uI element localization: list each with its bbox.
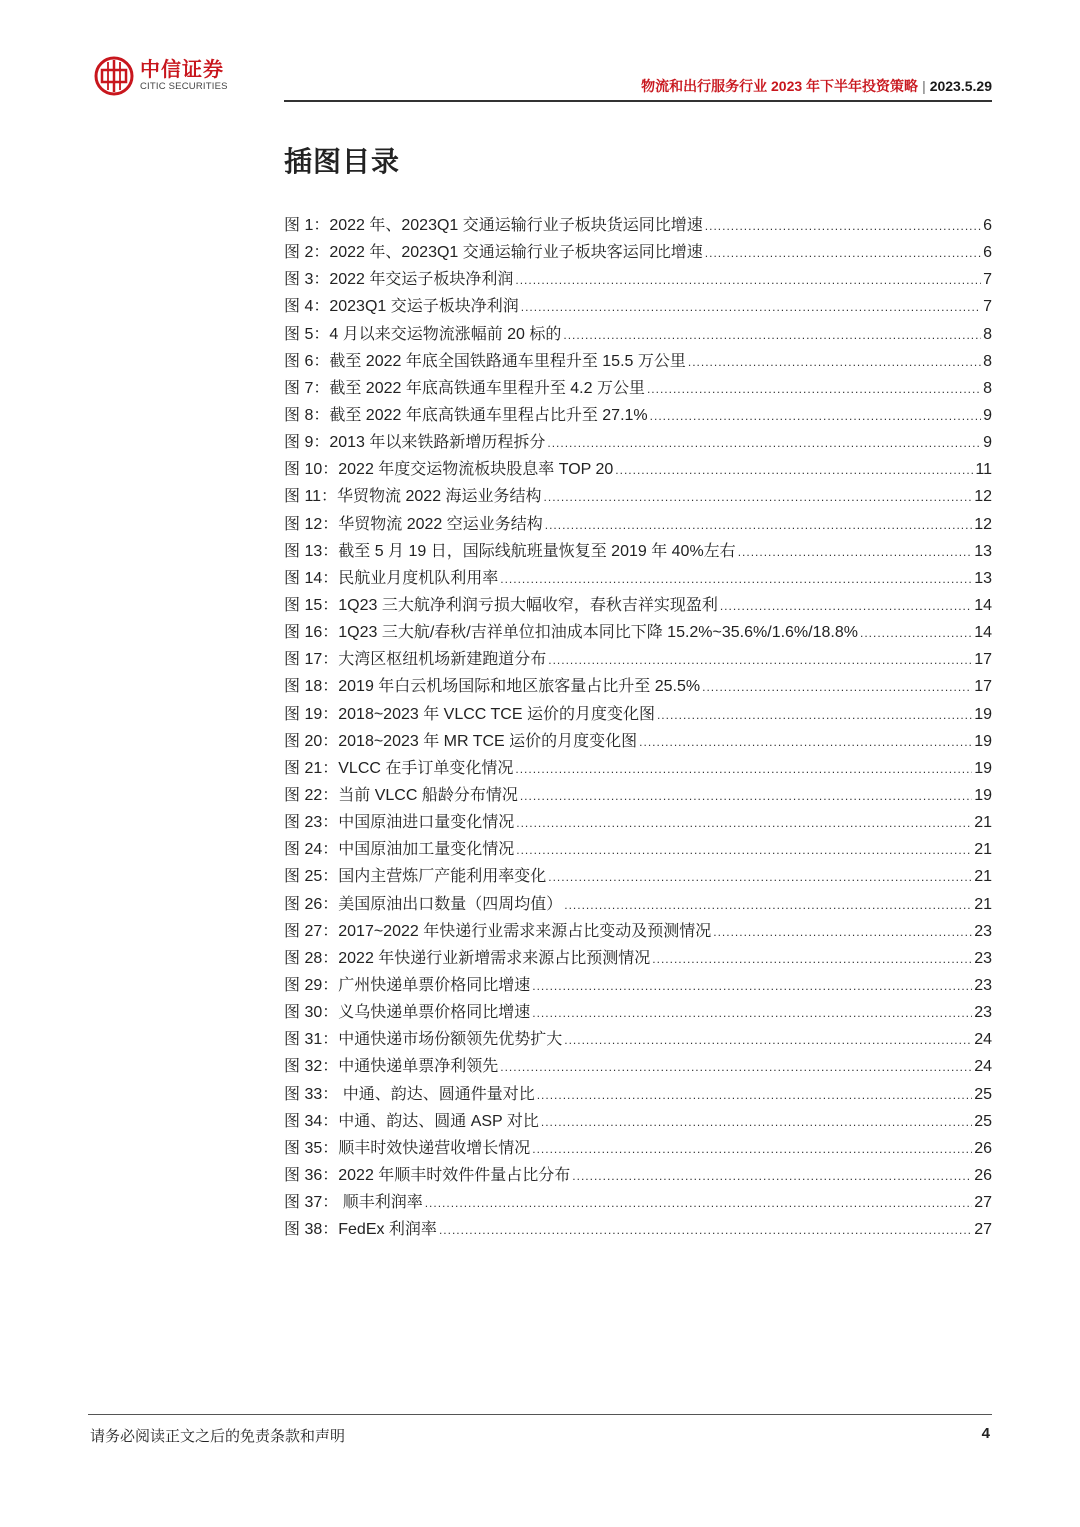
toc-leader-dots — [650, 409, 981, 423]
toc-leader-dots — [564, 898, 972, 912]
toc-entry-label: 图 30：义乌快递单票价格同比增速 — [284, 1004, 531, 1022]
toc-entry-page: 11 — [975, 461, 992, 479]
toc-entry-label: 图 33： 中通、韵达、圆通件量对比 — [284, 1085, 535, 1103]
toc-leader-dots — [563, 328, 981, 342]
toc-leader-dots — [515, 273, 981, 287]
toc-leader-dots — [537, 1088, 973, 1102]
toc-entry-label: 图 27：2017~2022 年快递行业需求来源占比变动及预测情况 — [284, 922, 712, 940]
toc-entry-label: 图 29：广州快递单票价格同比增速 — [284, 976, 531, 994]
toc-leader-dots — [713, 925, 972, 939]
toc-entry-label: 图 31：中通快递市场份额领先优势扩大 — [284, 1031, 563, 1049]
toc-entry[interactable] — [284, 429, 992, 456]
toc-entry-page: 26 — [974, 1139, 992, 1157]
toc-entry-label: 图 28：2022 年快递行业新增需求来源占比预测情况 — [284, 949, 651, 967]
citic-logo — [94, 56, 228, 96]
footer-divider — [88, 1414, 992, 1415]
toc-entry-page: 6 — [983, 217, 992, 234]
toc-entry-page: 19 — [974, 732, 992, 750]
toc-entry-label: 图 16：1Q23 三大航/春秋/吉祥单位扣油成本同比下降 15.2%~35.6%/1.6%/18.8% — [284, 624, 858, 642]
report-title: 物流和出行服务行业 2023 年下半年投资策略 — [641, 78, 919, 94]
toc-entry-label: 图 37： 顺丰利润率 — [284, 1194, 423, 1212]
toc-entry-label: 图 9：2013 年以来铁路新增历程拆分 — [284, 434, 546, 452]
toc-entry[interactable] — [284, 1216, 992, 1243]
toc-entry-label: 图 21：VLCC 在手订单变化情况 — [284, 759, 514, 777]
toc-entry-label: 图 7：截至 2022 年底高铁通车里程升至 4.2 万公里 — [284, 379, 645, 397]
toc-entry[interactable] — [284, 782, 992, 809]
toc-leader-dots — [541, 1115, 972, 1129]
toc-leader-dots — [500, 572, 972, 586]
toc-leader-dots — [738, 545, 973, 559]
toc-entry[interactable] — [284, 1108, 992, 1135]
toc-entry-page: 24 — [974, 1031, 992, 1049]
toc-entry[interactable] — [284, 375, 992, 402]
toc-entry-label: 图 15：1Q23 三大航净利润亏损大幅收窄，春秋吉祥实现盈利 — [284, 596, 718, 614]
toc-entry-page: 9 — [983, 406, 992, 424]
toc-leader-dots — [657, 708, 972, 722]
toc-entry-label: 图 17：大湾区枢纽机场新建跑道分布 — [284, 651, 547, 669]
toc-entry[interactable] — [284, 918, 992, 945]
toc-entry-label: 图 26：美国原油出口数量（四周均值） — [284, 895, 563, 913]
toc-leader-dots — [647, 382, 981, 396]
toc-entry[interactable] — [284, 592, 992, 619]
toc-entry-label: 图 6：截至 2022 年底全国铁路通车里程升至 15.5 万公里 — [284, 352, 686, 370]
toc-entry-label: 图 19：2018~2023 年 VLCC TCE 运价的月度变化图 — [284, 705, 655, 723]
header-divider — [284, 100, 992, 102]
toc-entry-page: 7 — [983, 271, 992, 289]
toc-entry[interactable] — [284, 728, 992, 755]
toc-entry[interactable] — [284, 755, 992, 782]
toc-leader-dots — [720, 599, 972, 613]
toc-leader-dots — [615, 463, 973, 477]
toc-leader-dots — [545, 518, 972, 532]
toc-entry-label: 图 4：2023Q1 交运子板块净利润 — [284, 298, 519, 316]
toc-entry[interactable] — [284, 673, 992, 700]
toc-entry[interactable] — [284, 565, 992, 592]
toc-entry-page: 25 — [974, 1112, 992, 1130]
toc-entry-label: 图 3：2022 年交运子板块净利润 — [284, 271, 514, 289]
toc-entry-page: 8 — [983, 379, 992, 397]
toc-entry-label: 图 2：2022 年、2023Q1 交通运输行业子板块客运同比增速 — [284, 244, 703, 262]
toc-entry[interactable] — [284, 1053, 992, 1080]
toc-entry[interactable] — [284, 1026, 992, 1053]
toc-entry-page: 23 — [974, 949, 992, 967]
toc-entry-page: 23 — [974, 1004, 992, 1022]
logo-chinese-name: 中信证券 — [140, 59, 224, 81]
toc-leader-dots — [548, 653, 972, 667]
toc-entry-label: 图 13：截至 5 月 19 日，国际线航班量恢复至 2019 年 40%左右 — [284, 542, 736, 560]
toc-leader-dots — [516, 816, 972, 830]
toc-leader-dots — [425, 1196, 973, 1210]
toc-entry[interactable] — [284, 1081, 992, 1108]
toc-entry-label: 图 18：2019 年白云机场国际和地区旅客量占比升至 25.5% — [284, 678, 701, 696]
toc-entry-label: 图 14：民航业月度机队利用率 — [284, 569, 499, 587]
toc-entry[interactable] — [284, 972, 992, 999]
toc-entry-label: 图 23：中国原油进口量变化情况 — [284, 814, 515, 832]
toc-entry-page: 24 — [974, 1058, 992, 1076]
toc-leader-dots — [544, 490, 973, 504]
toc-entry-label: 图 35：顺丰时效快递营收增长情况 — [284, 1139, 531, 1157]
toc-entry-page: 27 — [974, 1194, 992, 1212]
toc-entry[interactable] — [284, 321, 992, 348]
report-date: 2023.5.29 — [929, 78, 992, 94]
toc-entry[interactable] — [284, 1189, 992, 1216]
toc-leader-dots — [547, 436, 981, 450]
citic-emblem-icon — [94, 56, 134, 96]
toc-entry[interactable] — [284, 511, 992, 538]
toc-entry[interactable] — [284, 538, 992, 565]
toc-leader-dots — [860, 626, 972, 640]
toc-entry-label: 图 36：2022 年顺丰时效件件量占比分布 — [284, 1166, 571, 1184]
toc-leader-dots — [702, 680, 972, 694]
toc-entry[interactable] — [284, 619, 992, 646]
toc-entry-page: 12 — [974, 488, 992, 506]
toc-leader-dots — [572, 1169, 972, 1183]
toc-leader-dots — [520, 789, 972, 803]
toc-entry-page: 19 — [974, 786, 992, 804]
toc-leader-dots — [705, 219, 981, 233]
toc-entry-page: 23 — [974, 976, 992, 994]
toc-entry[interactable] — [284, 945, 992, 972]
toc-entry-label: 图 34：中通、韵达、圆通 ASP 对比 — [284, 1112, 539, 1130]
toc-entry[interactable] — [284, 863, 992, 890]
toc-leader-dots — [639, 735, 972, 749]
toc-entry-page: 14 — [974, 596, 992, 614]
toc-entry-page: 19 — [974, 705, 992, 723]
toc-entry[interactable] — [284, 293, 992, 320]
toc-entry-page: 26 — [974, 1166, 992, 1184]
toc-entry[interactable] — [284, 836, 992, 863]
toc-leader-dots — [705, 246, 981, 260]
logo-english-name: CITIC SECURITIES — [140, 81, 228, 92]
toc-entry-label: 图 5：4 月以来交运物流涨幅前 20 标的 — [284, 325, 562, 343]
toc-entry-page: 25 — [974, 1085, 992, 1103]
toc-leader-dots — [532, 1006, 972, 1020]
toc-entry-label: 图 11：华贸物流 2022 海运业务结构 — [284, 488, 542, 506]
toc-leader-dots — [439, 1223, 972, 1237]
toc-entry[interactable] — [284, 701, 992, 728]
toc-entry-label: 图 12：华贸物流 2022 空运业务结构 — [284, 515, 543, 533]
toc-entry[interactable] — [284, 483, 992, 510]
toc-entry[interactable] — [284, 348, 992, 375]
toc-entry-label: 图 32：中通快递单票净利领先 — [284, 1058, 499, 1076]
toc-entry-page: 7 — [983, 298, 992, 316]
toc-entry[interactable] — [284, 1162, 992, 1189]
toc-leader-dots — [564, 1033, 972, 1047]
page-title: 插图目录 — [284, 146, 401, 177]
toc-entry[interactable] — [284, 456, 992, 483]
toc-entry-label: 图 20：2018~2023 年 MR TCE 运价的月度变化图 — [284, 732, 638, 750]
toc-leader-dots — [652, 952, 972, 966]
toc-entry-label: 图 8：截至 2022 年底高铁通车里程占比升至 27.1% — [284, 406, 648, 424]
toc-entry-page: 13 — [974, 542, 992, 560]
toc-leader-dots — [532, 979, 972, 993]
toc-leader-dots — [521, 300, 981, 314]
toc-entry[interactable] — [284, 212, 992, 239]
toc-entry-page: 19 — [974, 759, 992, 777]
toc-entry-page: 13 — [974, 569, 992, 587]
toc-entry[interactable] — [284, 239, 992, 266]
toc-entry-page: 8 — [983, 325, 992, 343]
figure-index-list — [284, 212, 992, 1243]
toc-leader-dots — [515, 762, 972, 776]
toc-leader-dots — [548, 870, 972, 884]
toc-entry-page: 17 — [974, 678, 992, 696]
header-report-info — [641, 76, 992, 96]
toc-entry-page: 17 — [974, 651, 992, 669]
toc-entry-page: 12 — [974, 515, 992, 533]
page-header — [0, 0, 1080, 110]
toc-entry-label: 图 1：2022 年、2023Q1 交通运输行业子板块货运同比增速 — [284, 217, 703, 234]
toc-entry-page: 9 — [983, 434, 992, 452]
toc-entry-label: 图 24：中国原油加工量变化情况 — [284, 841, 515, 859]
toc-entry[interactable] — [284, 809, 992, 836]
toc-entry-page: 21 — [974, 895, 992, 913]
toc-entry-page: 27 — [974, 1221, 992, 1239]
toc-entry-label: 图 25：国内主营炼厂产能利用率变化 — [284, 868, 547, 886]
toc-entry[interactable] — [284, 891, 992, 918]
toc-entry-page: 14 — [974, 624, 992, 642]
toc-leader-dots — [500, 1060, 972, 1074]
toc-entry[interactable] — [284, 1135, 992, 1162]
toc-entry-page: 21 — [974, 868, 992, 886]
toc-leader-dots — [688, 355, 981, 369]
toc-entry[interactable] — [284, 402, 992, 429]
toc-entry[interactable] — [284, 646, 992, 673]
toc-entry-page: 21 — [974, 841, 992, 859]
footer-page-number: 4 — [981, 1425, 990, 1442]
toc-entry-label: 图 10：2022 年度交运物流板块股息率 TOP 20 — [284, 461, 614, 479]
toc-leader-dots — [516, 843, 972, 857]
header-separator: | — [922, 78, 926, 94]
toc-entry[interactable] — [284, 999, 992, 1026]
toc-entry-page: 21 — [974, 814, 992, 832]
toc-entry-page: 6 — [983, 244, 992, 262]
toc-entry-page: 8 — [983, 352, 992, 370]
toc-entry-label: 图 22：当前 VLCC 船龄分布情况 — [284, 786, 518, 804]
footer-disclaimer: 请务必阅读正文之后的免责条款和声明 — [90, 1428, 346, 1445]
toc-entry-page: 23 — [974, 922, 992, 940]
toc-leader-dots — [532, 1142, 972, 1156]
toc-entry[interactable] — [284, 266, 992, 293]
toc-entry-label: 图 38：FedEx 利润率 — [284, 1221, 437, 1239]
